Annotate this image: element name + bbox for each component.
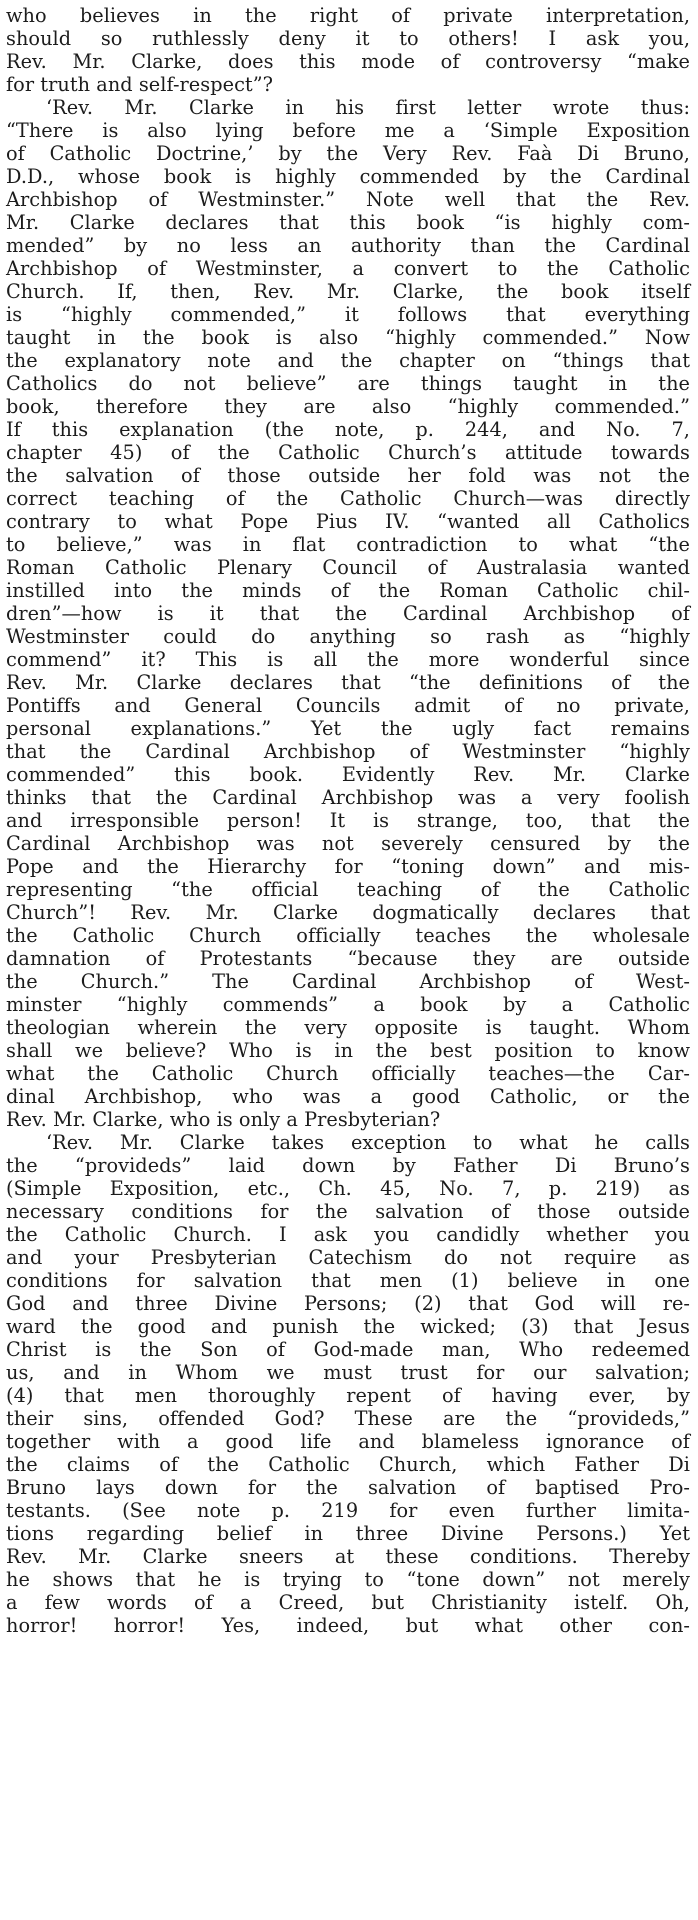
text-line: representing “the official teaching of the Catholic [6,878,690,901]
text-line: personal explanations.” Yet the ugly fact remains [6,717,690,740]
text-line: dinal Archbishop, who was a good Catholic, or the [6,1085,690,1108]
text-line: theologian wherein the very opposite is taught. Whom [6,1016,690,1039]
text-line: minster “highly commends” a book by a Catholic [6,993,690,1016]
text-line: the Church.” The Cardinal Archbishop of West- [6,970,690,993]
text-line: he shows that he is trying to “tone down” not merely [6,1568,690,1591]
text-line: contrary to what Pope Pius IV. “wanted all Catholics [6,510,690,533]
text-line: D.D., whose book is highly commended by the Cardinal [6,165,690,188]
text-line: that the Cardinal Archbishop of Westminster “highly [6,740,690,763]
text-line: (4) that men thoroughly repent of having ever, by [6,1384,690,1407]
text-line: what the Catholic Church officially teaches—the Car- [6,1062,690,1085]
text-line: book, therefore they are also “highly commended.” [6,395,690,418]
text-line: Rev. Mr. Clarke, who is only a Presbyterian? [6,1108,441,1131]
text-line: Westminster could do anything so rash as “highly [6,625,690,648]
text-line: testants. (See note p. 219 for even further limita- [6,1499,690,1522]
text-line: Archbishop of Westminster.” Note well that the Rev. [6,188,690,211]
text-line: Rev. Mr. Clarke, does this mode of controversy “make [6,50,690,73]
text-line: ‘Rev. Mr. Clarke takes exception to what he calls [46,1131,690,1154]
text-line: Christ is the Son of God-made man, Who redeemed [6,1338,690,1361]
text-line: Bruno lays down for the salvation of baptised Pro- [6,1476,690,1499]
text-line: dren”—how is it that the Cardinal Archbishop of [6,602,690,625]
text-line: their sins, offended God? These are the “provideds,” [6,1407,690,1430]
text-line: a few words of a Creed, but Christianity istelf. Oh, [6,1591,690,1614]
text-line: together with a good life and blameless ignorance of [6,1430,690,1453]
text-line: the claims of the Catholic Church, which Father Di [6,1453,690,1476]
text-line: the Catholic Church officially teaches the wholesale [6,924,690,947]
text-line: ward the good and punish the wicked; (3) that Jesus [6,1315,690,1338]
text-line: the salvation of those outside her fold was not the [6,464,690,487]
text-line: the “provideds” laid down by Father Di Bruno’s [6,1154,690,1177]
text-line: is “highly commended,” it follows that everything [6,303,690,326]
text-line: chapter 45) of the Catholic Church’s attitude towards [6,441,690,464]
text-line: Pontiffs and General Councils admit of no private, [6,694,690,717]
text-line: and your Presbyterian Catechism do not require as [6,1246,690,1269]
text-line: us, and in Whom we must trust for our salvation; [6,1361,690,1384]
text-line: shall we believe? Who is in the best position to know [6,1039,690,1062]
text-line: commend” it? This is all the more wonderful since [6,648,690,671]
text-line: necessary conditions for the salvation of those outside [6,1200,690,1223]
text-line: “There is also lying before me a ‘Simple Exposition [6,119,690,142]
text-line: should so ruthlessly deny it to others! I ask you, [6,27,690,50]
text-line: Archbishop of Westminster, a convert to the Catholic [6,257,690,280]
article-text [6,4,690,1637]
text-line: Rev. Mr. Clarke sneers at these conditions. Thereby [6,1545,690,1568]
text-line: the Catholic Church. I ask you candidly whether you [6,1223,690,1246]
text-line: who believes in the right of private interpretation, [6,4,690,27]
text-line: Roman Catholic Plenary Council of Australasia wanted [6,556,690,579]
text-line: tions regarding belief in three Divine Persons.) Yet [6,1522,690,1545]
text-line: correct teaching of the Catholic Church—was directly [6,487,690,510]
text-line: the explanatory note and the chapter on “things that [6,349,690,372]
text-line: Church”! Rev. Mr. Clarke dogmatically declares that [6,901,690,924]
text-line: God and three Divine Persons; (2) that God will re- [6,1292,690,1315]
text-line: mended” by no less an authority than the Cardinal [6,234,690,257]
text-line: (Simple Exposition, etc., Ch. 45, No. 7, p. 219) as [6,1177,690,1200]
text-line: Pope and the Hierarchy for “toning down” and mis- [6,855,690,878]
text-line: instilled into the minds of the Roman Catholic chil- [6,579,690,602]
text-line: and irresponsible person! It is strange, too, that the [6,809,690,832]
text-line: taught in the book is also “highly commended.” Now [6,326,690,349]
text-line: of Catholic Doctrine,’ by the Very Rev. Faà Di Bruno, [6,142,690,165]
text-line: Rev. Mr. Clarke declares that “the definitions of the [6,671,690,694]
text-line: conditions for salvation that men (1) believe in one [6,1269,690,1292]
text-line: damnation of Protestants “because they are outside [6,947,690,970]
text-line: to believe,” was in flat contradiction to what “the [6,533,690,556]
text-line: Mr. Clarke declares that this book “is highly com- [6,211,690,234]
text-line: horror! horror! Yes, indeed, but what other con- [6,1614,690,1637]
text-line: Church. If, then, Rev. Mr. Clarke, the book itself [6,280,690,303]
text-line: thinks that the Cardinal Archbishop was a very foolish [6,786,690,809]
text-line: Catholics do not believe” are things taught in the [6,372,690,395]
text-line: commended” this book. Evidently Rev. Mr. Clarke [6,763,690,786]
text-line: ‘Rev. Mr. Clarke in his first letter wrote thus: [46,96,690,119]
text-line: for truth and self-respect”? [6,73,274,96]
text-line: Cardinal Archbishop was not severely censured by the [6,832,690,855]
text-line: If this explanation (the note, p. 244, and No. 7, [6,418,690,441]
